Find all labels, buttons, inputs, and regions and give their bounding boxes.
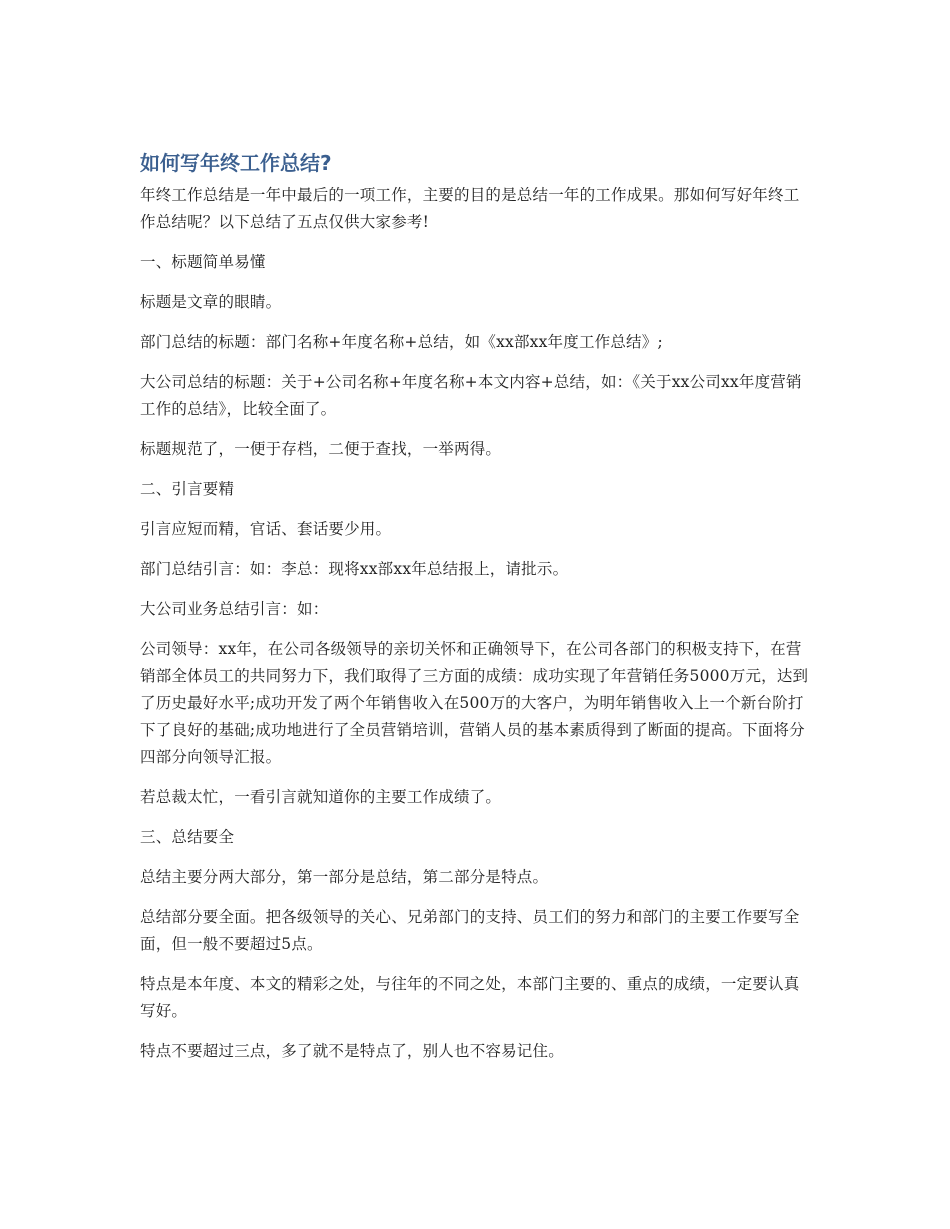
paragraph: 大公司业务总结引言：如： [140,600,329,618]
paragraph: 引言应短而精，官话、套话要少用。 [140,520,392,538]
paragraph: 特点不要超过三点，多了就不是特点了，别人也不容易记住。 [140,1042,564,1060]
paragraph: 总结主要分两大部分，第一部分是总结，第二部分是特点。 [140,868,549,886]
paragraph: 若总裁太忙，一看引言就知道你的主要工作成绩了。 [140,788,502,806]
document-title: 如何写年终工作总结? [140,151,332,175]
document-body [140,148,812,1078]
paragraph: 标题规范了，一便于存档，二便于查找，一举两得。 [140,440,502,458]
paragraph: 公司领导：xx年，在公司各级领导的亲切关怀和正确领导下，在公司各部门的积极支持下，在营销部全体员工的共同努力下，我们取得了三方面的成绩：成功实现了年营销任务5000万元，达到了历史最好水平;成功开发了两个年销售收入在500万的大客户，为明年销售收入上一个新台阶打下了良好的基础;成功地进行了全员营销培训，营销人员的基本素质得到了断面的提高。下面将分四部分向领导汇报。 [140,640,809,766]
paragraph: 总结部分要全面。把各级领导的关心、兄弟部门的支持、员工们的努力和部门的主要工作要写全面，但一般不要超过5点。 [140,908,800,953]
intro-paragraph: 年终工作总结是一年中最后的一项工作，主要的目的是总结一年的工作成果。那如何写好年终工作总结呢？以下总结了五点仅供大家参考! [140,186,800,231]
paragraph: 大公司总结的标题：关于+公司名称+年度名称+本文内容+总结，如：《关于xx公司xx年度营销工作的总结》，比较全面了。 [140,373,802,418]
section-heading-2: 二、引言要精 [140,480,235,498]
section-heading-3: 三、总结要全 [140,828,235,846]
paragraph: 部门总结引言：如：李总：现将xx部xx年总结报上，请批示。 [140,560,569,578]
section-heading-1: 一、标题简单易懂 [140,253,266,271]
paragraph: 标题是文章的眼睛。 [140,293,282,311]
paragraph: 部门总结的标题：部门名称+年度名称+总结，如《xx部xx年度工作总结》; [140,333,663,351]
paragraph: 特点是本年度、本文的精彩之处，与往年的不同之处，本部门主要的、重点的成绩，一定要认真写好。 [140,975,800,1020]
